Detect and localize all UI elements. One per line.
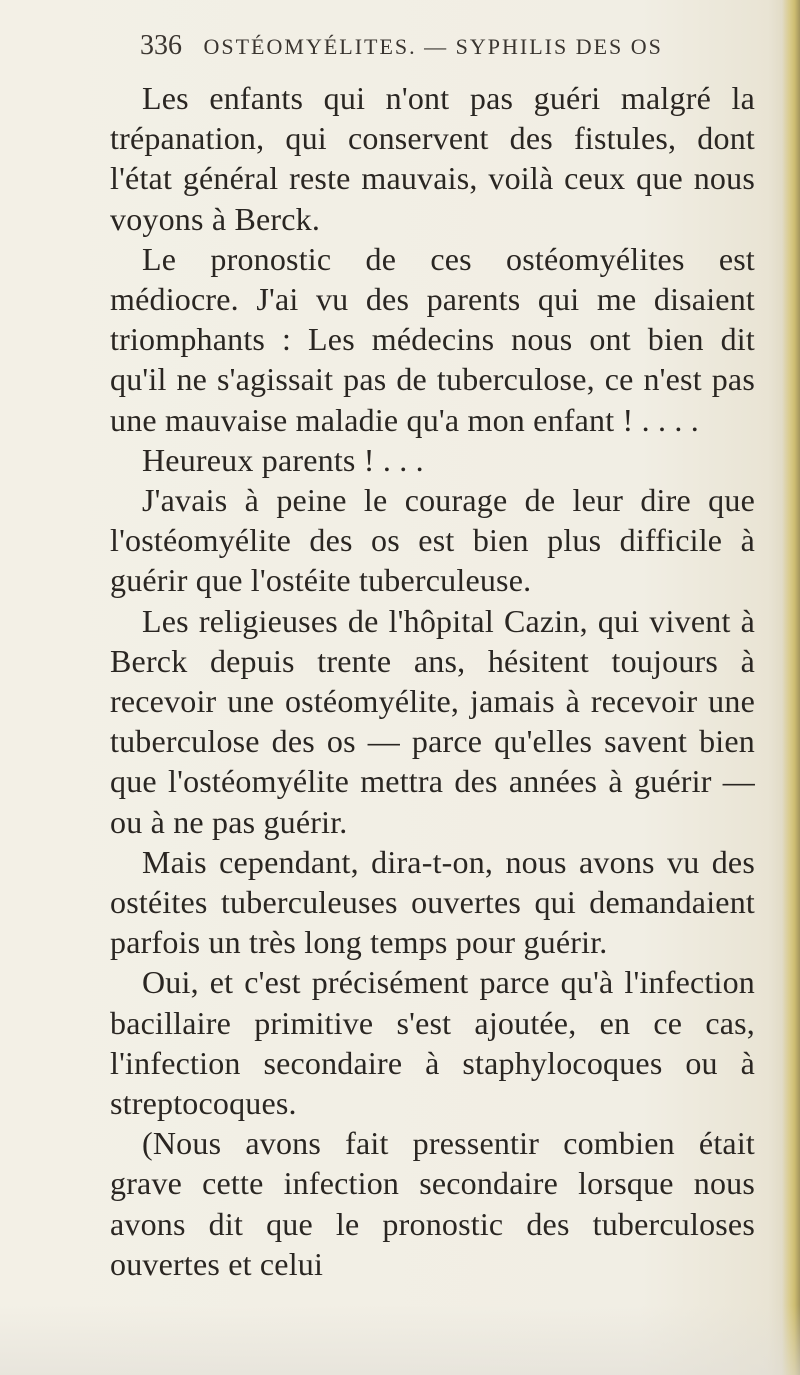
paragraph: Oui, et c'est précisément parce qu'à l'infection bacillaire primitive s'est ajoutée, en ce cas, l'infection secondaire à staphylocoques ou à streptocoques. (110, 964, 755, 1122)
page-edge-discoloration (782, 0, 800, 1375)
running-header (140, 30, 740, 62)
paragraph: Le pronostic de ces ostéomyélites est médiocre. J'ai vu des parents qui me disaient triomphants : Les médecins nous ont bien dit qu'il ne s'agissait pas de tuberculose, ce n'est pas une mauvaise maladie qu'a mon enfant ! . . . . (110, 240, 755, 438)
paragraph: Les religieuses de l'hôpital Cazin, qui vivent à Berck depuis trente ans, hésitent toujours à recevoir une ostéomyélite, jamais à recevoir une tuberculose des os — parce qu'elles savent bien que l'ostéomyélite mettra des années à guérir — ou à ne pas guérir. (110, 602, 755, 840)
body-text (110, 78, 755, 1284)
paragraph: (Nous avons fait pressentir combien était grave cette infection secondaire lorsque nous avons dit que le pronostic des tuberculoses ouvertes et celui (110, 1125, 755, 1282)
page-bottom-shadow (0, 1305, 800, 1375)
page-number: 336 (140, 30, 182, 61)
paragraph: Les enfants qui n'ont pas guéri malgré la trépanation, qui conservent des fistules, dont l'état général reste mauvais, voilà ceux que nous voyons à Berck. (110, 80, 755, 237)
paragraph: J'avais à peine le courage de leur dire que l'ostéomyélite des os est bien plus difficile à guérir que l'ostéite tuberculeuse. (110, 482, 755, 599)
running-title: OSTÉOMYÉLITES. — SYPHILIS DES OS (203, 34, 663, 59)
paragraph: Mais cependant, dira-t-on, nous avons vu des ostéites tuberculeuses ouvertes qui demandaient parfois un très long temps pour guérir. (110, 843, 755, 961)
paragraph: Heureux parents ! . . . (142, 441, 424, 478)
